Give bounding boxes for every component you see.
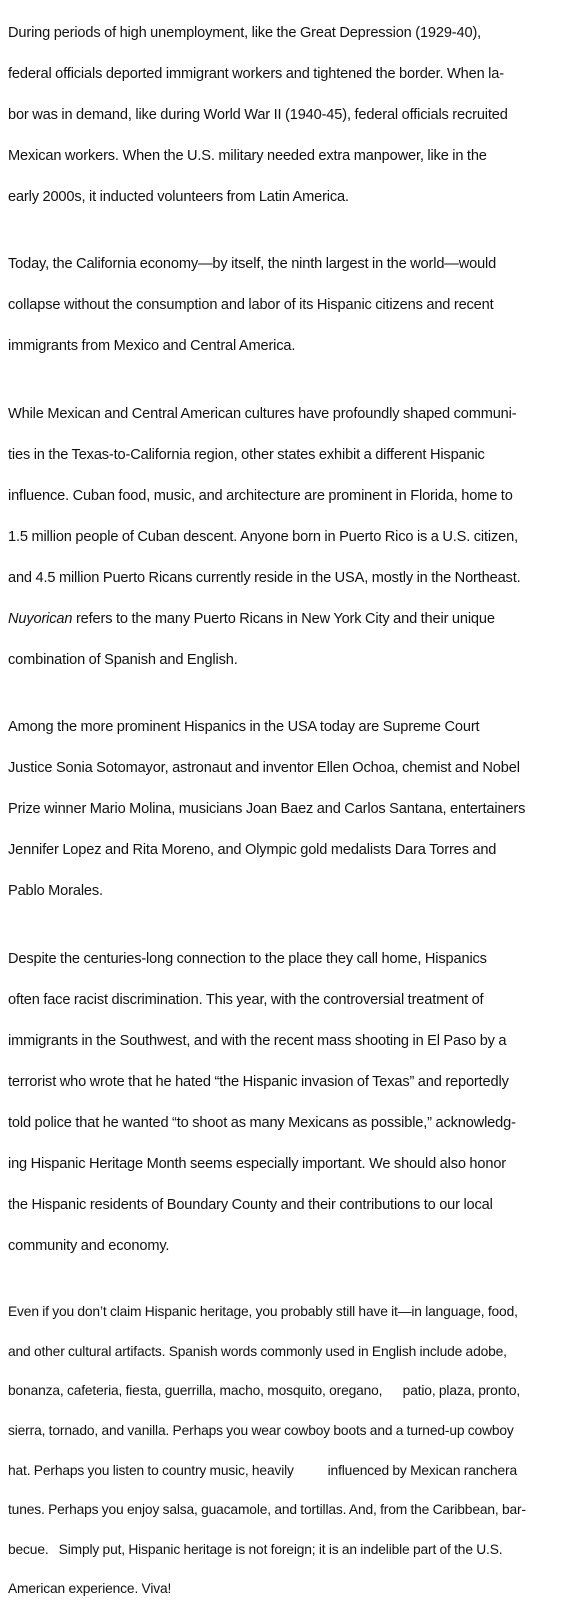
text-line: often face racist discrimination. This year, with the controversial treatment of xyxy=(8,990,566,1011)
paragraph-prominent-hispanics xyxy=(8,697,566,923)
text-line: Justice Sonia Sotomayor, astronaut and inventor Ellen Ochoa, chemist and Nobel xyxy=(8,758,566,779)
text-line: tunes. Perhaps you enjoy salsa, guacamole, and tortillas. And, from the Caribbean, bar- xyxy=(8,1500,566,1520)
text-line: and other cultural artifacts. Spanish words commonly used in English include adobe, xyxy=(8,1342,566,1362)
text-line: Mexican workers. When the U.S. military needed extra manpower, like in the xyxy=(8,146,566,167)
text-line: 1.5 million people of Cuban descent. Anyone born in Puerto Rico is a U.S. citizen, xyxy=(8,527,566,548)
text-line: Jennifer Lopez and Rita Moreno, and Olympic gold medalists Dara Torres and xyxy=(8,840,566,861)
text-line: collapse without the consumption and labor of its Hispanic citizens and recent xyxy=(8,295,566,316)
text-line: American experience. Viva! xyxy=(8,1579,566,1599)
text-line: bor was in demand, like during World War II (1940-45), federal officials recruited xyxy=(8,105,566,126)
text-line: Even if you don’t claim Hispanic heritage, you probably still have it—in language, food, xyxy=(8,1302,566,1322)
text-line: While Mexican and Central American cultures have profoundly shaped communi- xyxy=(8,404,566,425)
text-line: influence. Cuban food, music, and architecture are prominent in Florida, home to xyxy=(8,486,566,507)
text-line: sierra, tornado, and vanilla. Perhaps you wear cowboy boots and a turned-up cowboy xyxy=(8,1421,566,1441)
text-line: bonanza, cafeteria, fiesta, guerrilla, macho, mosquito, oregano, patio, plaza, pronto, xyxy=(8,1381,566,1401)
text-line: During periods of high unemployment, like the Great Depression (1929-40), xyxy=(8,23,566,44)
text-line: ing Hispanic Heritage Month seems especially important. We should also honor xyxy=(8,1154,566,1175)
text-line: immigrants from Mexico and Central America. xyxy=(8,336,566,357)
paragraph-california-economy xyxy=(8,234,566,378)
text-line: becue. Simply put, Hispanic heritage is not foreign; it is an indelible part of the U.S. xyxy=(8,1540,566,1560)
text-line: ties in the Texas-to-California region, other states exhibit a different Hispanic xyxy=(8,445,566,466)
text-line: federal officials deported immigrant workers and tightened the border. When la- xyxy=(8,64,566,85)
paragraph-discrimination xyxy=(8,928,566,1277)
text-line: early 2000s, it inducted volunteers from Latin America. xyxy=(8,187,566,208)
text-line: immigrants in the Southwest, and with the recent mass shooting in El Paso by a xyxy=(8,1031,566,1052)
text-line: Pablo Morales. xyxy=(8,881,566,902)
text-line: the Hispanic residents of Boundary County and their contributions to our local xyxy=(8,1195,566,1216)
text-line: community and economy. xyxy=(8,1236,566,1257)
text-line: told police that he wanted “to shoot as many Mexicans as possible,” acknowledg- xyxy=(8,1113,566,1134)
italic-term-nuyorican: Nuyorican xyxy=(8,611,72,627)
text-line: Among the more prominent Hispanics in the USA today are Supreme Court xyxy=(8,717,566,738)
text-line: Today, the California economy—by itself, the ninth largest in the world—would xyxy=(8,254,566,275)
text-line: combination of Spanish and English. xyxy=(8,650,566,671)
paragraph-regional-influence xyxy=(8,383,566,691)
text-line: Prize winner Mario Molina, musicians Joan Baez and Carlos Santana, entertainers xyxy=(8,799,566,820)
text-line: terrorist who wrote that he hated “the Hispanic invasion of Texas” and reportedly xyxy=(8,1072,566,1093)
text-fragment: refers to the many Puerto Ricans in New York City and their unique xyxy=(72,611,494,627)
paragraph-depression-era xyxy=(8,2,566,228)
text-line xyxy=(8,609,566,630)
paragraph-cultural-heritage xyxy=(8,1283,566,1619)
text-line: Despite the centuries-long connection to the place they call home, Hispanics xyxy=(8,949,566,970)
text-line: and 4.5 million Puerto Ricans currently reside in the USA, mostly in the Northeast. xyxy=(8,568,566,589)
text-line: hat. Perhaps you listen to country music, heavily influenced by Mexican ranchera xyxy=(8,1461,566,1481)
